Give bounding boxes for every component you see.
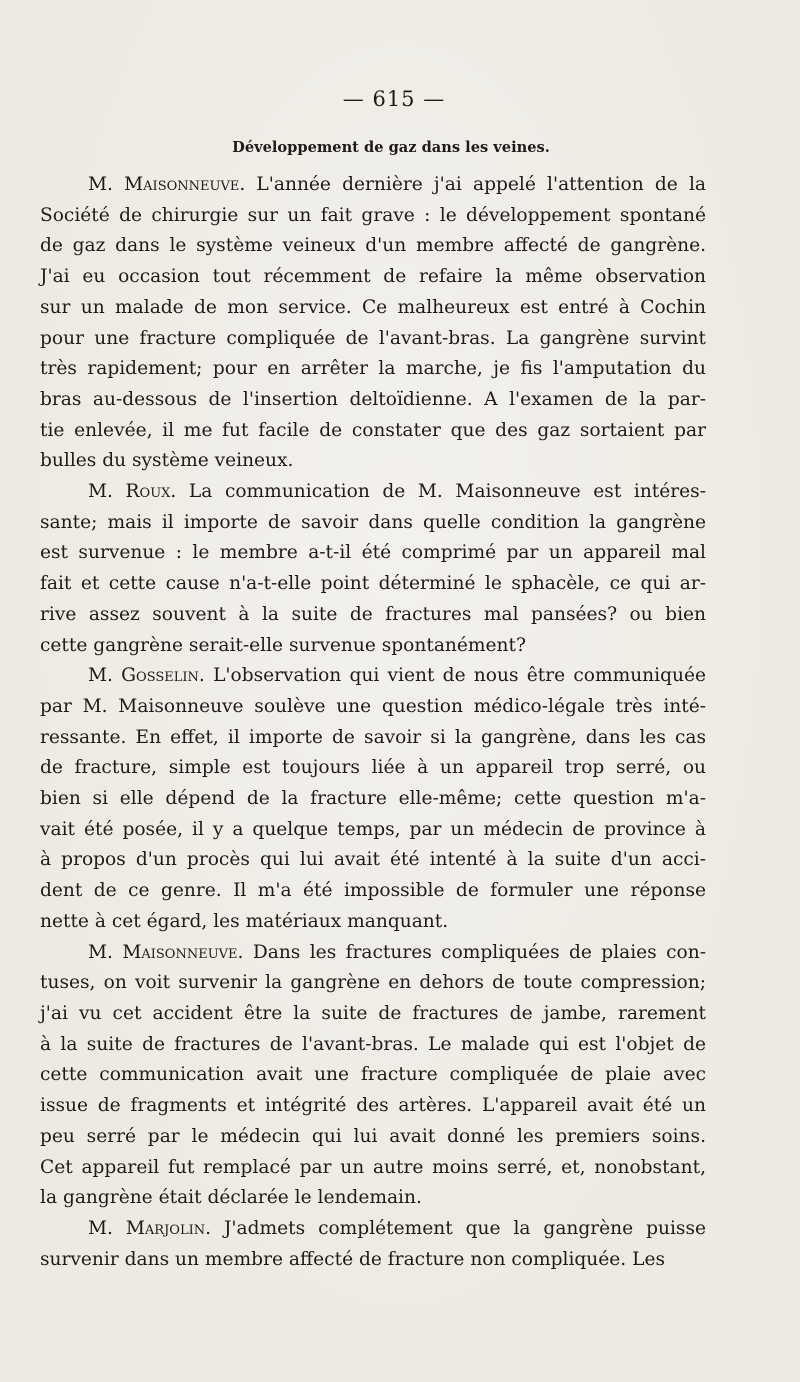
- text-line: de fracture, simple est toujours liée à un appareil trop serré, ou: [40, 757, 706, 779]
- text-line: sur un malade de mon service. Ce malheureux est entré à Cochin: [40, 296, 706, 318]
- text-line: est survenue : le membre a-t-il été comprimé par un appareil mal: [40, 542, 706, 564]
- text-line: tie enlevée, il me fut facile de constater que des gaz sortaient par: [40, 419, 706, 441]
- speaker-name: M. Maisonneuve.: [88, 941, 244, 963]
- page-number: — 615 —: [342, 87, 446, 111]
- text-line: J'ai eu occasion tout récemment de refaire la même observation: [40, 266, 706, 288]
- text-line: pour une fracture compliquée de l'avant-bras. La gangrène survint: [40, 327, 706, 349]
- text-line: [64, 938, 706, 969]
- text-line: sante; mais il importe de savoir dans quelle condition la gangrène: [40, 511, 706, 533]
- text-line: bras au-dessous de l'insertion deltoïdienne. A l'examen de la par-: [40, 388, 706, 410]
- line-text: L'année dernière j'ai appelé l'attention de la: [245, 174, 706, 195]
- line-text: J'admets complétement que la gangrène puisse: [211, 1217, 706, 1239]
- text-line: très rapidement; pour en arrêter la marche, je fis l'amputation du: [40, 358, 706, 380]
- text-line: [64, 661, 706, 692]
- text-line: Cet appareil fut remplacé par un autre moins serré, et, nonobstant,: [40, 1156, 706, 1178]
- line-text: Dans les fractures compliquées de plaies con-: [243, 941, 706, 963]
- text-line: la gangrène était déclarée le lendemain.: [40, 1187, 422, 1209]
- text-line: nette à cet égard, les matériaux manquant.: [40, 910, 449, 932]
- text-line: tuses, on voit survenir la gangrène en dehors de toute compression;: [40, 972, 706, 994]
- text-line: [64, 1214, 706, 1245]
- text-line: Société de chirurgie sur un fait grave : le développement spontané: [40, 204, 706, 226]
- text-line: dent de ce genre. Il m'a été impossible de formuler une réponse: [40, 880, 706, 902]
- speaker-name: M. Marjolin.: [88, 1217, 212, 1239]
- speaker-name: M. Roux.: [88, 481, 177, 503]
- text-line: vait été posée, il y a quelque temps, par un médecin de province à: [40, 818, 706, 840]
- text-line: issue de fragments et intégrité des artères. L'appareil avait été un: [40, 1095, 706, 1117]
- paragraph: [40, 938, 706, 1214]
- text-line: à propos d'un procès qui lui avait été intenté à la suite d'un acci-: [40, 849, 706, 871]
- body-text: [40, 170, 706, 1275]
- speaker-name: M. Gosselin.: [88, 665, 205, 687]
- text-line: cette communication avait une fracture compliquée de plaie avec: [40, 1064, 706, 1086]
- paragraph: [40, 661, 706, 937]
- text-line: ressante. En effet, il importe de savoir si la gangrène, dans les cas: [40, 726, 706, 748]
- text-line: rive assez souvent à la suite de fractures mal pansées? ou bien: [40, 603, 706, 625]
- text-line: bulles du système veineux.: [40, 450, 294, 472]
- paragraph: [40, 1214, 706, 1275]
- text-line: survenir dans un membre affecté de fracture non compliquée. Les: [40, 1248, 666, 1270]
- line-text: La communication de M. Maisonneuve est intéres-: [176, 481, 706, 503]
- line-text: L'observation qui vient de nous être communiquée: [204, 665, 706, 687]
- text-line: peu serré par le médecin qui lui avait donné les premiers soins.: [40, 1125, 706, 1147]
- text-line: par M. Maisonneuve soulève une question médico-légale très inté-: [40, 695, 706, 717]
- section-heading: Développement de gaz dans les veines.: [232, 139, 550, 156]
- paragraph: [40, 477, 706, 661]
- text-line: [64, 170, 706, 201]
- text-line: [64, 477, 706, 508]
- text-line: fait et cette cause n'a-t-elle point déterminé le sphacèle, ce qui ar-: [40, 573, 706, 595]
- speaker-name: M. Maisonneuve.: [88, 174, 246, 195]
- paragraph: [40, 170, 706, 477]
- text-line: de gaz dans le système veineux d'un membre affecté de gangrène.: [40, 235, 706, 257]
- text-line: cette gangrène serait-elle survenue spontanément?: [40, 634, 526, 656]
- text-line: bien si elle dépend de la fracture elle-même; cette question m'a-: [40, 788, 706, 810]
- text-line: à la suite de fractures de l'avant-bras. Le malade qui est l'objet de: [40, 1033, 706, 1055]
- text-line: j'ai vu cet accident être la suite de fractures de jambe, rarement: [40, 1002, 706, 1024]
